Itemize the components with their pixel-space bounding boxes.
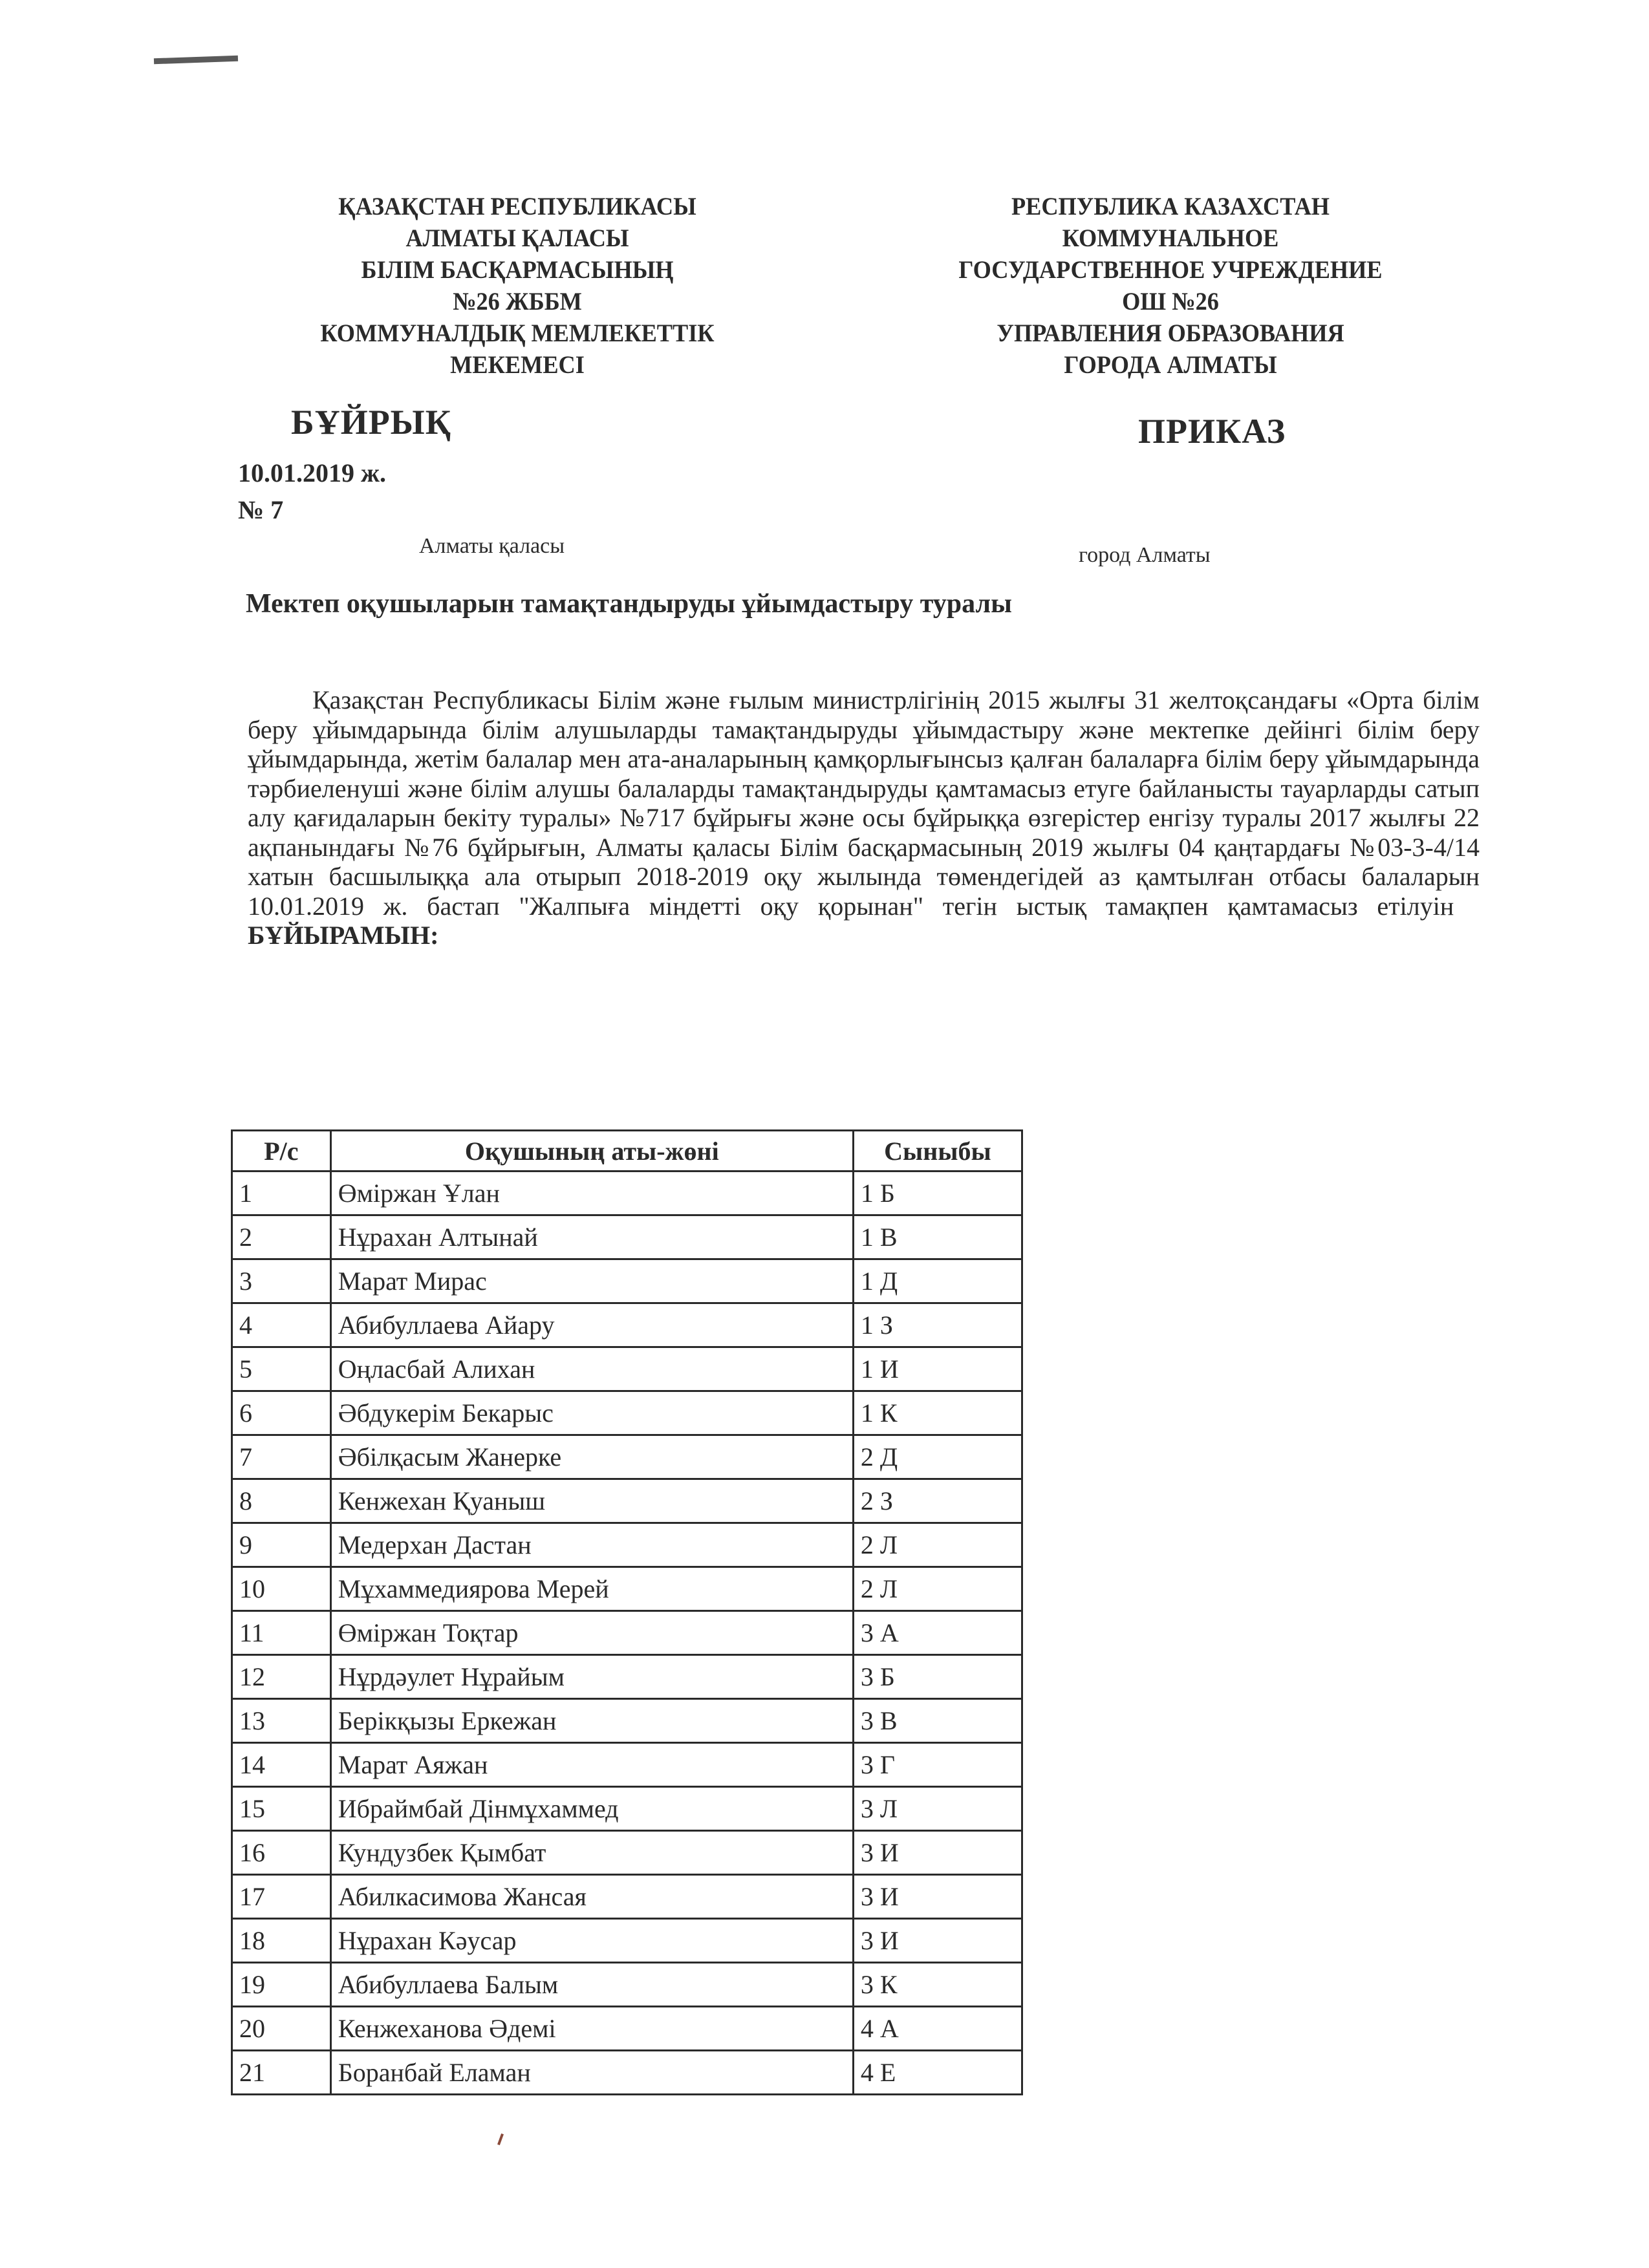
student-name: Әбдукерім Бекарыс bbox=[330, 1391, 853, 1435]
row-number: 7 bbox=[232, 1435, 331, 1479]
student-name: Абибуллаева Балым bbox=[330, 1963, 853, 2007]
row-number: 11 bbox=[232, 1611, 331, 1655]
order-date: 10.01.2019 ж. bbox=[238, 458, 387, 487]
student-class: 2 Д bbox=[853, 1435, 1022, 1479]
header-kz-line: МЕКЕМЕСІ bbox=[450, 351, 585, 379]
order-directive: БҰЙЫРАМЫН: bbox=[248, 921, 439, 950]
header-kazakh bbox=[289, 191, 746, 381]
student-name: Оңласбай Алихан bbox=[330, 1347, 853, 1391]
table-row bbox=[232, 1215, 1022, 1259]
table-row bbox=[232, 1523, 1022, 1567]
row-number: 5 bbox=[232, 1347, 331, 1391]
header-ru-line: РЕСПУБЛИКА КАЗАХСТАН bbox=[1011, 193, 1330, 220]
table-row bbox=[232, 1259, 1022, 1303]
table-row bbox=[232, 1435, 1022, 1479]
order-body-text: Қазақстан Республикасы Білім және ғылым министрлігінің 2015 жылғы 31 желтоқсандағы «Орта білім беру ұйымдарында білім алушыларды тамақтандыруды ұйымдастыру және мектепке дейінгі білім беру ұйымдарында, жетім балалар мен ата-аналарының қамқорлығынсыз қалған балаларға білім беру ұйымдарында тәрбиеленуші және білім алушы балаларды тамақтандыруды қамтамасыз етуге байланысты тауарларды сатып алу қағидаларын бекіту туралы» №717 бұйрығы және осы бұйрыққа өзгерістер енгізу туралы 2017 жылғы 22 ақпанындағы №76 бұйрығын, Алматы қаласы Білім басқармасының 2019 жылғы 04 қаңтардағы №03-3-4/14 хатын басшылыққа ала отырып 2018-2019 оқу жылында төмендегідей аз қамтылған отбасы балаларын 10.01.2019 ж. бастап "Жалпыға міндетті оқу қорынан" тегін ыстық тамақпен қамтамасыз етілуін bbox=[248, 685, 1480, 921]
row-number: 4 bbox=[232, 1303, 331, 1347]
row-number: 19 bbox=[232, 1963, 331, 2007]
student-class: 2 Л bbox=[853, 1567, 1022, 1611]
student-name: Марат Аяжан bbox=[330, 1743, 853, 1787]
header-ru-line: ГОСУДАРСТВЕННОЕ УЧРЕЖДЕНИЕ bbox=[958, 256, 1383, 284]
row-number: 21 bbox=[232, 2051, 331, 2095]
city-kazakh: Алматы қаласы bbox=[419, 534, 565, 558]
table-row bbox=[232, 1347, 1022, 1391]
student-class: 3 А bbox=[853, 1611, 1022, 1655]
row-number: 12 bbox=[232, 1655, 331, 1699]
row-number: 10 bbox=[232, 1567, 331, 1611]
header-kz-line: АЛМАТЫ ҚАЛАСЫ bbox=[405, 224, 629, 252]
row-number: 9 bbox=[232, 1523, 331, 1567]
student-name: Медерхан Дастан bbox=[330, 1523, 853, 1567]
document-title-russian: ПРИКАЗ bbox=[1138, 412, 1286, 451]
student-class: 3 Л bbox=[853, 1787, 1022, 1831]
table-row bbox=[232, 1391, 1022, 1435]
scan-artifact-mark bbox=[497, 2134, 504, 2145]
student-class: 1 К bbox=[853, 1391, 1022, 1435]
student-class: 3 К bbox=[853, 1963, 1022, 2007]
student-class: 3 Б bbox=[853, 1655, 1022, 1699]
header-student-name: Оқушының аты-жөні bbox=[330, 1131, 853, 1171]
row-number: 14 bbox=[232, 1743, 331, 1787]
scan-artifact-mark bbox=[154, 56, 238, 65]
student-name: Боранбай Еламан bbox=[330, 2051, 853, 2095]
table-row bbox=[232, 2007, 1022, 2051]
student-class: 1 В bbox=[853, 1215, 1022, 1259]
row-number: 15 bbox=[232, 1787, 331, 1831]
student-name: Кундузбек Қымбат bbox=[330, 1831, 853, 1875]
header-ru-line: КОММУНАЛЬНОЕ bbox=[1062, 224, 1279, 252]
student-class: 1 И bbox=[853, 1347, 1022, 1391]
row-number: 8 bbox=[232, 1479, 331, 1523]
row-number: 17 bbox=[232, 1875, 331, 1919]
student-name: Ибраймбай Дінмұхаммед bbox=[330, 1787, 853, 1831]
header-ru-line: ГОРОДА АЛМАТЫ bbox=[1064, 351, 1277, 379]
table-row bbox=[232, 1831, 1022, 1875]
student-name: Абибуллаева Айару bbox=[330, 1303, 853, 1347]
student-class: 1 Б bbox=[853, 1171, 1022, 1215]
row-number: 16 bbox=[232, 1831, 331, 1875]
student-name: Нұрахан Кәусар bbox=[330, 1919, 853, 1963]
students-table bbox=[231, 1129, 1023, 2095]
table-row bbox=[232, 2051, 1022, 2095]
student-name: Өміржан Тоқтар bbox=[330, 1611, 853, 1655]
row-number: 3 bbox=[232, 1259, 331, 1303]
student-class: 4 А bbox=[853, 2007, 1022, 2051]
header-russian bbox=[924, 191, 1417, 381]
header-kz-line: БІЛІМ БАСҚАРМАСЫНЫҢ bbox=[361, 256, 674, 284]
table-row bbox=[232, 1303, 1022, 1347]
student-class: 4 Е bbox=[853, 2051, 1022, 2095]
student-name: Өміржан Ұлан bbox=[330, 1171, 853, 1215]
header-ru-line: ОШ №26 bbox=[1122, 288, 1219, 316]
table-row bbox=[232, 1611, 1022, 1655]
student-class: 3 И bbox=[853, 1919, 1022, 1963]
student-name: Мұхаммедиярова Мерей bbox=[330, 1567, 853, 1611]
student-name: Кенжехан Қуаныш bbox=[330, 1479, 853, 1523]
city-russian: город Алматы bbox=[1079, 543, 1211, 567]
student-name: Кенжеханова Әдемі bbox=[330, 2007, 853, 2051]
row-number: 1 bbox=[232, 1171, 331, 1215]
order-body bbox=[248, 685, 1480, 950]
row-number: 6 bbox=[232, 1391, 331, 1435]
header-class: Сыныбы bbox=[853, 1131, 1022, 1171]
order-number: № 7 bbox=[238, 495, 284, 524]
table-row bbox=[232, 1479, 1022, 1523]
student-name: Берікқызы Еркежан bbox=[330, 1699, 853, 1743]
row-number: 13 bbox=[232, 1699, 331, 1743]
header-kz-line: ҚАЗАҚСТАН РЕСПУБЛИКАСЫ bbox=[338, 193, 696, 220]
table-row bbox=[232, 1743, 1022, 1787]
header-kz-line: №26 ЖББМ bbox=[453, 288, 582, 316]
student-class: 3 В bbox=[853, 1699, 1022, 1743]
student-class: 3 И bbox=[853, 1875, 1022, 1919]
student-class: 2 Л bbox=[853, 1523, 1022, 1567]
table-row bbox=[232, 1919, 1022, 1963]
table-row bbox=[232, 1699, 1022, 1743]
table-row bbox=[232, 1171, 1022, 1215]
table-row bbox=[232, 1963, 1022, 2007]
student-class: 3 Г bbox=[853, 1743, 1022, 1787]
document-title-kazakh: БҰЙРЫҚ bbox=[291, 403, 451, 442]
student-class: 1 З bbox=[853, 1303, 1022, 1347]
student-class: 1 Д bbox=[853, 1259, 1022, 1303]
row-number: 18 bbox=[232, 1919, 331, 1963]
table-row bbox=[232, 1787, 1022, 1831]
header-kz-line: КОММУНАЛДЫҚ МЕМЛЕКЕТТІК bbox=[320, 319, 715, 347]
order-subject: Мектеп оқушыларын тамақтандыруды ұйымдастыру туралы bbox=[246, 589, 1012, 619]
table-row bbox=[232, 1655, 1022, 1699]
student-name: Нұрдәулет Нұрайым bbox=[330, 1655, 853, 1699]
student-name: Әбілқасым Жанерке bbox=[330, 1435, 853, 1479]
student-name: Нұрахан Алтынай bbox=[330, 1215, 853, 1259]
row-number: 2 bbox=[232, 1215, 331, 1259]
student-class: 2 З bbox=[853, 1479, 1022, 1523]
table-row bbox=[232, 1567, 1022, 1611]
header-ru-line: УПРАВЛЕНИЯ ОБРАЗОВАНИЯ bbox=[997, 319, 1344, 347]
row-number: 20 bbox=[232, 2007, 331, 2051]
student-class: 3 И bbox=[853, 1831, 1022, 1875]
table-header-row bbox=[232, 1131, 1022, 1171]
student-name: Абилкасимова Жансая bbox=[330, 1875, 853, 1919]
header-row-number: Р/с bbox=[232, 1131, 331, 1171]
table-row bbox=[232, 1875, 1022, 1919]
student-name: Марат Мирас bbox=[330, 1259, 853, 1303]
